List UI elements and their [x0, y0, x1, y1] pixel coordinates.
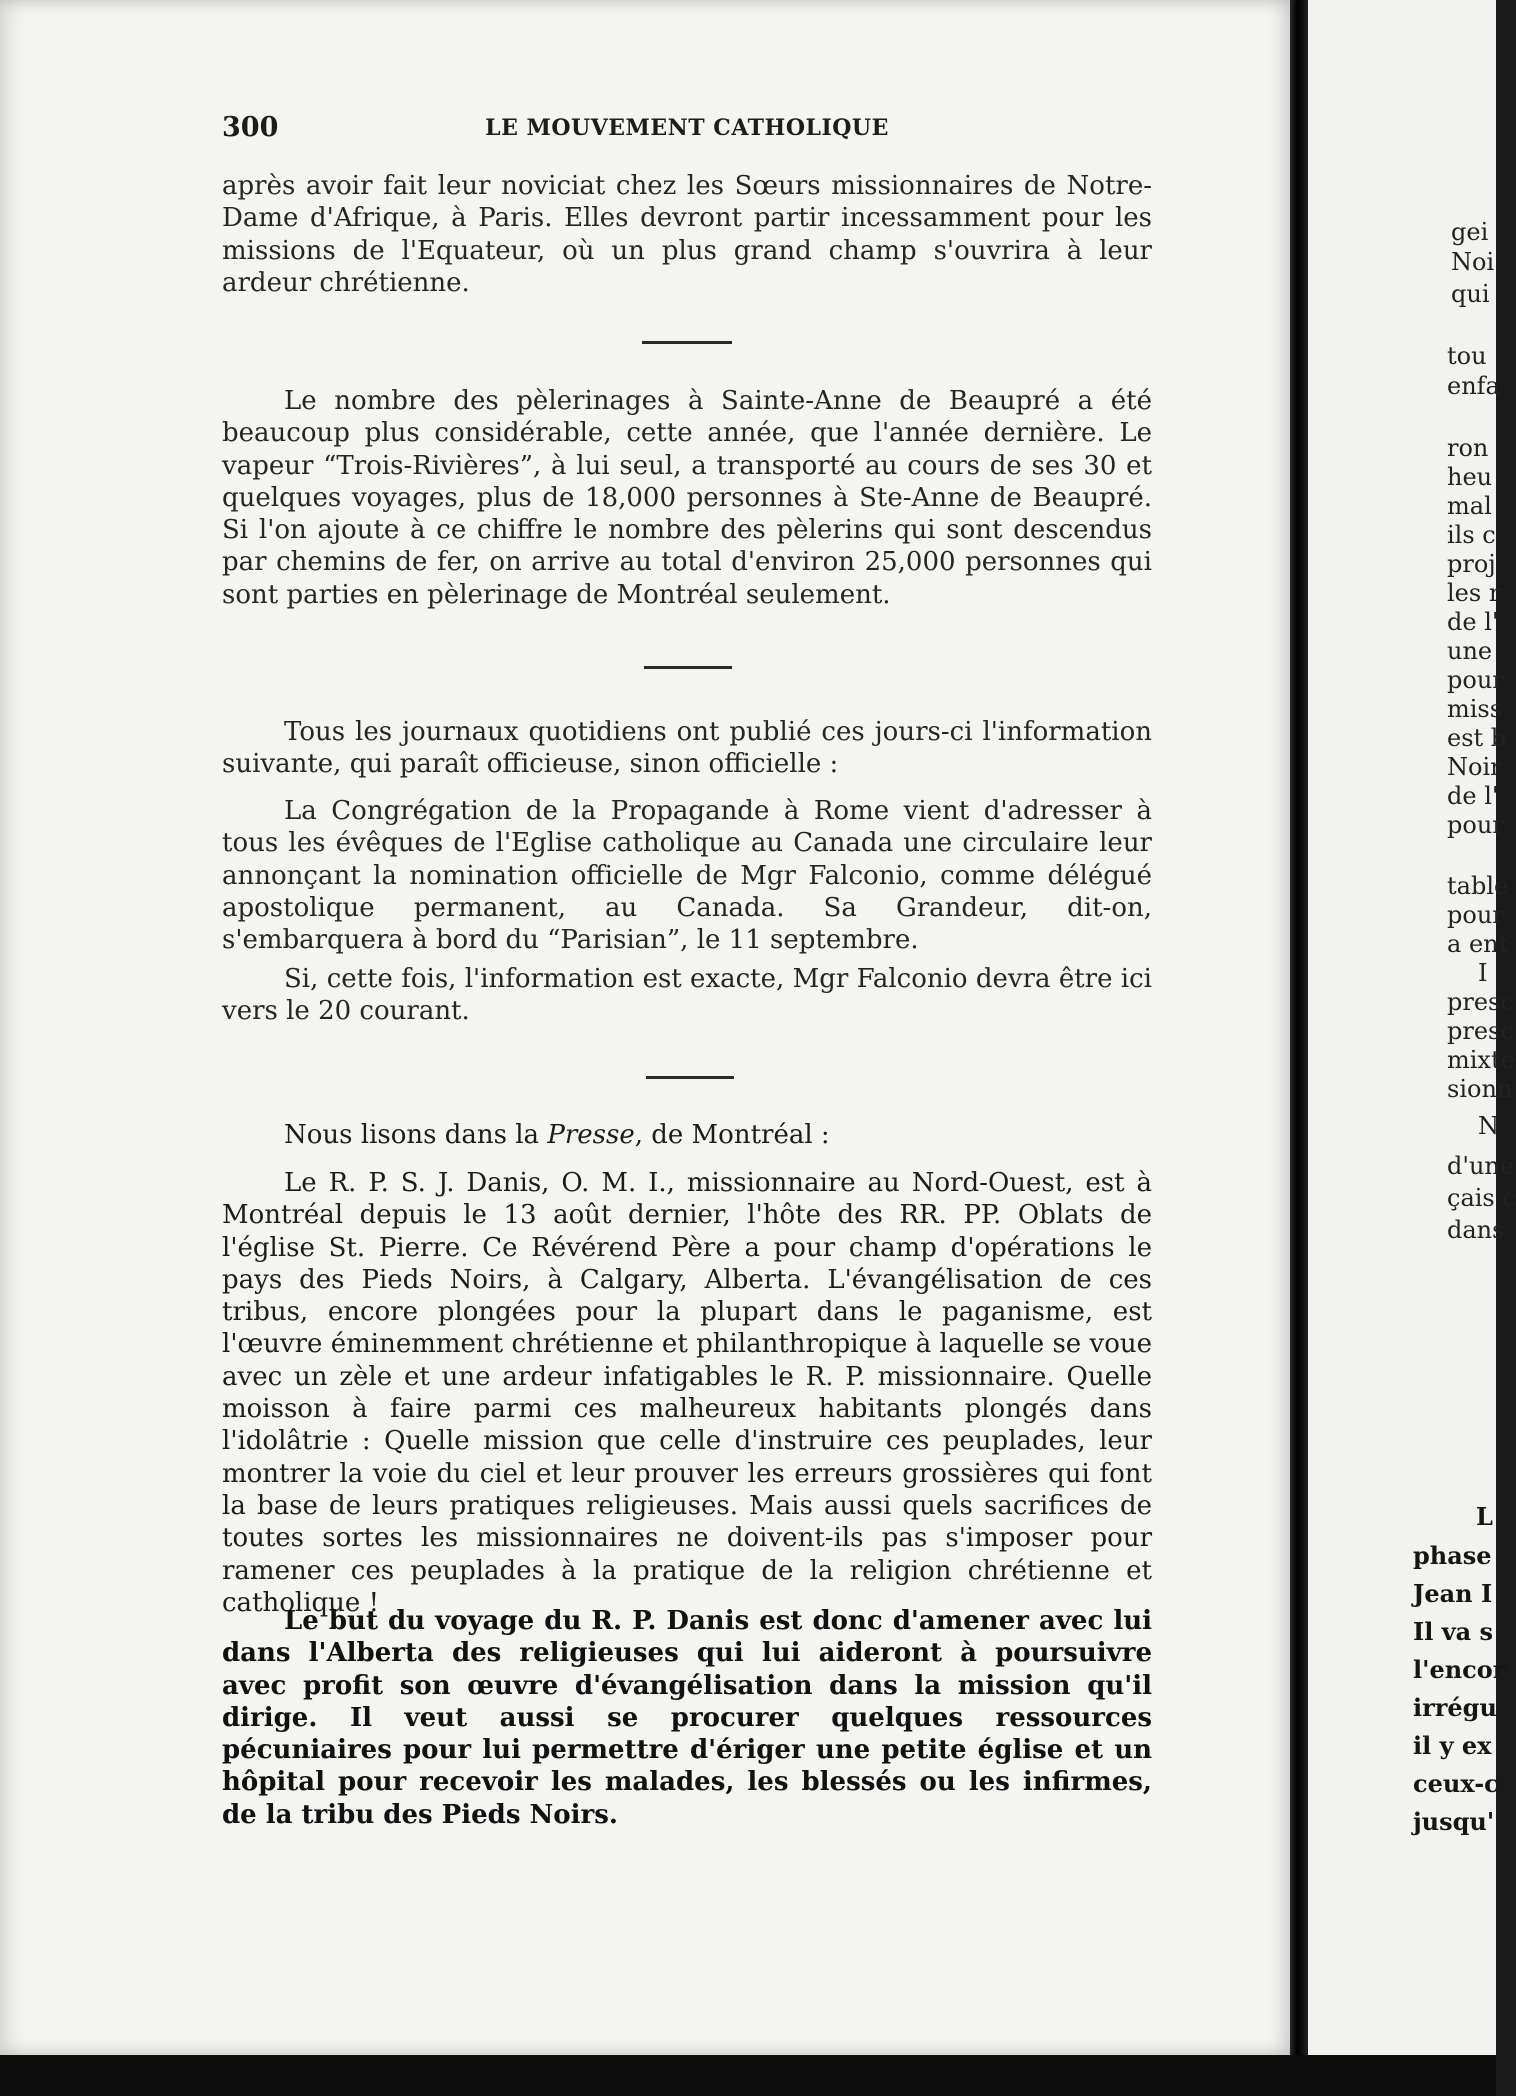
- paragraph: après avoir fait leur noviciat chez les Sœurs missionnaires de Notre-Dame d'Afrique, à Paris. Elles devront partir incessamment pour les missions de l'Equateur, où un plus grand champ s'ouvrira à leur ardeur chrétienne.: [222, 171, 1152, 298]
- facing-page-fragment: pour: [1447, 901, 1504, 929]
- facing-page-fragment: proj: [1447, 550, 1496, 578]
- facing-page-fragment: Noi: [1451, 248, 1495, 276]
- facing-page-fragment: ron: [1447, 434, 1489, 462]
- facing-page-fragment: table: [1447, 872, 1509, 900]
- facing-page-fragment: Jean I: [1413, 1579, 1493, 1608]
- text-run: Nous lisons dans la: [284, 1120, 548, 1150]
- facing-page-fragment: irrégu: [1413, 1693, 1497, 1722]
- facing-page-fragment: Il va s: [1413, 1617, 1494, 1646]
- facing-page-fragment: pour: [1447, 666, 1504, 694]
- section-divider: [642, 341, 732, 344]
- facing-page-fragment: I: [1478, 959, 1488, 987]
- page-header: [222, 112, 1152, 152]
- facing-page-fragment: mixte: [1447, 1046, 1515, 1074]
- facing-page-fragment: de l': [1447, 608, 1499, 636]
- facing-page-fragment: l'encor: [1413, 1655, 1506, 1684]
- facing-page-fragment: les r: [1447, 579, 1501, 607]
- paragraph: Si, cette fois, l'information est exacte, Mgr Falconio devra être ici vers le 20 courant.: [222, 964, 1152, 1027]
- facing-page-fragment: phase: [1413, 1541, 1492, 1570]
- facing-page-fragment: d'une: [1447, 1152, 1515, 1180]
- facing-page-fragment: L: [1476, 1502, 1493, 1531]
- facing-page-fragment: gei: [1451, 218, 1489, 246]
- facing-page-fragment: çais c: [1447, 1184, 1516, 1212]
- book-spine: [1290, 0, 1308, 2055]
- facing-page-fragment: dans: [1447, 1216, 1505, 1244]
- facing-page-fragment: miss: [1447, 695, 1503, 723]
- facing-page-fragment: qui: [1451, 280, 1490, 308]
- facing-page-fragment: Noir: [1447, 753, 1502, 781]
- facing-page-fragment: enfa: [1447, 372, 1500, 400]
- facing-page-fragment: pour: [1447, 811, 1504, 839]
- facing-page-fragment: ils c: [1447, 521, 1496, 549]
- newspaper-title: Presse: [547, 1120, 635, 1150]
- facing-page-fragment: une: [1447, 637, 1493, 665]
- facing-page-fragment: a ent: [1447, 930, 1509, 958]
- facing-page-fragment: est b: [1447, 724, 1507, 752]
- facing-page-fragment: ceux-c: [1413, 1769, 1499, 1798]
- facing-page-fragment: presc: [1447, 1017, 1514, 1045]
- paragraph: Le but du voyage du R. P. Danis est donc d'amener avec lui dans l'Alberta des religieuses qui lui aideront à poursuivre avec profit son œuvre d'évangélisation dans la mission qu'il dirige. Il veut aussi se procurer quelques ressources pécuniaires pour lui permettre d'ériger une petite église et un hôpital pour recevoir les malades, les blessés ou les infirmes, de la tribu des Pieds Noirs.: [222, 1606, 1152, 1830]
- paragraph: Le R. P. S. J. Danis, O. M. I., missionnaire au Nord-Ouest, est à Montréal depuis le 13 août dernier, l'hôte des RR. PP. Oblats de l'église St. Pierre. Ce Révérend Père a pour champ d'opérations le pays des Pieds Noirs, à Calgary, Alberta. L'évangélisation de ces tribus, encore plongées pour la plupart dans le paganisme, est l'œuvre éminemment chrétienne et philanthropique à laquelle se voue avec un zèle et une ardeur infatigables le R. P. missionnaire. Quelle moisson à faire parmi ces malheureux habitants plongés dans l'idolâtrie : Quelle mission que celle d'instruire ces peuplades, leur montrer la voie du ciel et leur prouver les erreurs grossières qui font la base de leurs pratiques religieuses. Mais aussi quels sacrifices de toutes sortes les missionnaires ne doivent-ils pas s'imposer pour ramener ces peuplades à la pratique de la religion chrétienne et catholique !: [222, 1168, 1152, 1618]
- facing-page-fragment: il y ex: [1413, 1731, 1492, 1760]
- paragraph: La Congrégation de la Propagande à Rome vient d'adresser à tous les évêques de l'Eglise catholique au Canada une circulaire leur annonçant la nomination officielle de Mgr Falconio, comme délégué apostolique permanent, au Canada. Sa Grandeur, dit-on, s'embarquera à bord du “Parisian”, le 11 septembre.: [222, 796, 1152, 956]
- scan-bottom-border: [0, 2055, 1496, 2096]
- page-number: 300: [222, 112, 279, 143]
- section-divider: [646, 1076, 734, 1079]
- facing-page-fragment: presc: [1447, 988, 1514, 1016]
- facing-page-fragment: tou: [1447, 342, 1487, 370]
- paragraph: Tous les journaux quotidiens ont publié ces jours-ci l'information suivante, qui paraît officieuse, sinon officielle :: [222, 717, 1152, 780]
- facing-page-fragment: sionn: [1447, 1075, 1513, 1103]
- text-run: , de Montréal :: [634, 1120, 830, 1150]
- facing-page-fragment: mal: [1447, 492, 1492, 520]
- facing-page-fragment: jusqu': [1413, 1807, 1495, 1836]
- facing-page-fragment: de l': [1447, 782, 1499, 810]
- section-divider: [644, 666, 732, 669]
- facing-page-fragment: heu: [1447, 463, 1493, 491]
- paragraph: Le nombre des pèlerinages à Sainte-Anne de Beaupré a été beaucoup plus considérable, cette année, que l'année dernière. Le vapeur “Trois-Rivières”, à lui seul, a transporté au cours de ses 30 et quelques voyages, plus de 18,000 personnes à Ste-Anne de Beaupré. Si l'on ajoute à ce chiffre le nombre des pèlerins qui sont descendus par chemins de fer, on arrive au total d'environ 25,000 personnes qui sont parties en pèlerinage de Montréal seulement.: [222, 386, 1152, 610]
- facing-page-fragment: N: [1478, 1112, 1499, 1140]
- running-title: LE MOUVEMENT CATHOLIQUE: [485, 115, 889, 141]
- paragraph: [222, 1119, 1152, 1151]
